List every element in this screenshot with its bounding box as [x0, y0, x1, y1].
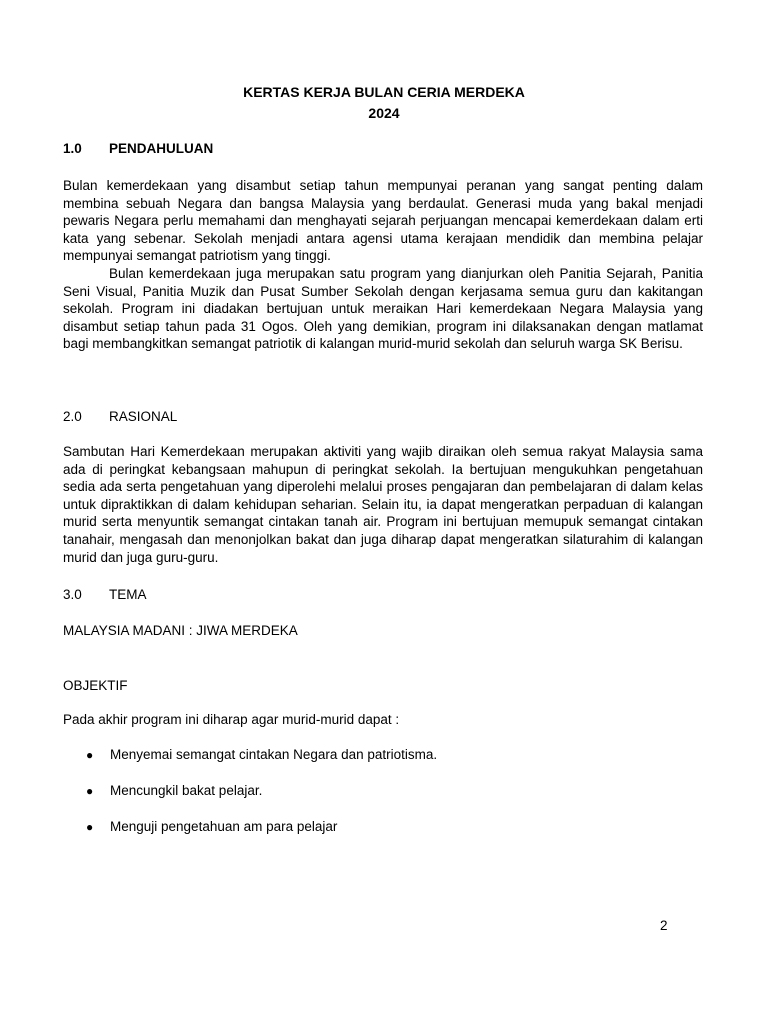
objektif-item-text: Menyemai semangat cintakan Negara dan patriotisma. [110, 747, 438, 762]
objektif-heading: OBJEKTIF [63, 678, 128, 693]
objektif-item [86, 782, 262, 800]
paragraph-rasional: Sambutan Hari Kemerdekaan merupakan aktiviti yang wajib diraikan oleh semua rakyat Malaysia sama ada di peringkat kebangsaan mahupun di peringkat sekolah. Ia bertujuan mengukuhkan pengetahuan sedia ada serta pengetahuan yang diperolehi melalui proses pengajaran dan pembelajaran di dalam kelas untuk dipraktikkan di dalam kehidupan seharian. Selain itu, ia dapat mengeratkan perpaduan di kalangan murid serta menyuntik semangat cintakan tanah air. Program ini bertujuan memupuk semangat cintakan tanahair, mengasah dan menonjolkan bakat dan juga diharap dapat mengeratkan silaturahim di kalangan murid dan juga guru-guru. [63, 444, 703, 565]
document-year: 2024 [368, 105, 400, 121]
paragraph-pendahuluan-1: Bulan kemerdekaan yang disambut setiap tahun mempunyai peranan yang sangat penting dalam membina sebuah Negara dan bangsa Malaysia yang berdaulat. Generasi muda yang bakal menjadi pewaris Negara perlu memahami dan menghayati sejarah perjuangan mencapai kemerdekaan dalam erti kata yang sebenar. Sekolah menjadi antara agensi utama kerajaan mendidik dan membina pelajar mempunyai semangat patriotism yang tinggi. [63, 178, 703, 264]
section-title: RASIONAL [109, 409, 178, 424]
section-number: 2.0 [63, 409, 82, 424]
section-heading-tema [63, 586, 147, 604]
objektif-item [86, 818, 337, 836]
objektif-item-text: Menguji pengetahuan am para pelajar [110, 819, 338, 834]
objektif-intro: Pada akhir program ini diharap agar murid-murid dapat : [63, 712, 400, 727]
page-number: 2 [660, 918, 668, 933]
section-number: 3.0 [63, 587, 82, 602]
bullet-icon: ● [86, 820, 94, 834]
section-title: PENDAHULUAN [109, 141, 214, 156]
objektif-item-text: Mencungkil bakat pelajar. [110, 783, 263, 798]
section-title: TEMA [109, 587, 147, 602]
objektif-item [86, 746, 437, 764]
paragraph-text: Bulan kemerdekaan juga merupakan satu program yang dianjurkan oleh Panitia Sejarah, Panitia Seni Visual, Panitia Muzik dan Pusat Sumber Sekolah dengan kerjasama semua guru dan kakitangan sekolah. Program ini diadakan bertujuan untuk meraikan Hari kemerdekaan Negara Malaysia yang disambut setiap tahun pada 31 Ogos. Oleh yang demikian, program ini dilaksanakan dengan matlamat bagi membangkitkan semangat patriotik di kalangan murid-murid sekolah dan seluruh warga SK Berisu. [63, 266, 703, 352]
bullet-icon: ● [86, 748, 94, 762]
paragraph-pendahuluan-2 [63, 265, 703, 353]
bullet-icon: ● [86, 784, 94, 798]
section-heading-rasional [63, 408, 177, 426]
section-heading-pendahuluan [63, 140, 213, 158]
section-number: 1.0 [63, 141, 82, 156]
document-title: KERTAS KERJA BULAN CERIA MERDEKA [243, 84, 525, 100]
theme-text: MALAYSIA MADANI : JIWA MERDEKA [63, 623, 298, 638]
